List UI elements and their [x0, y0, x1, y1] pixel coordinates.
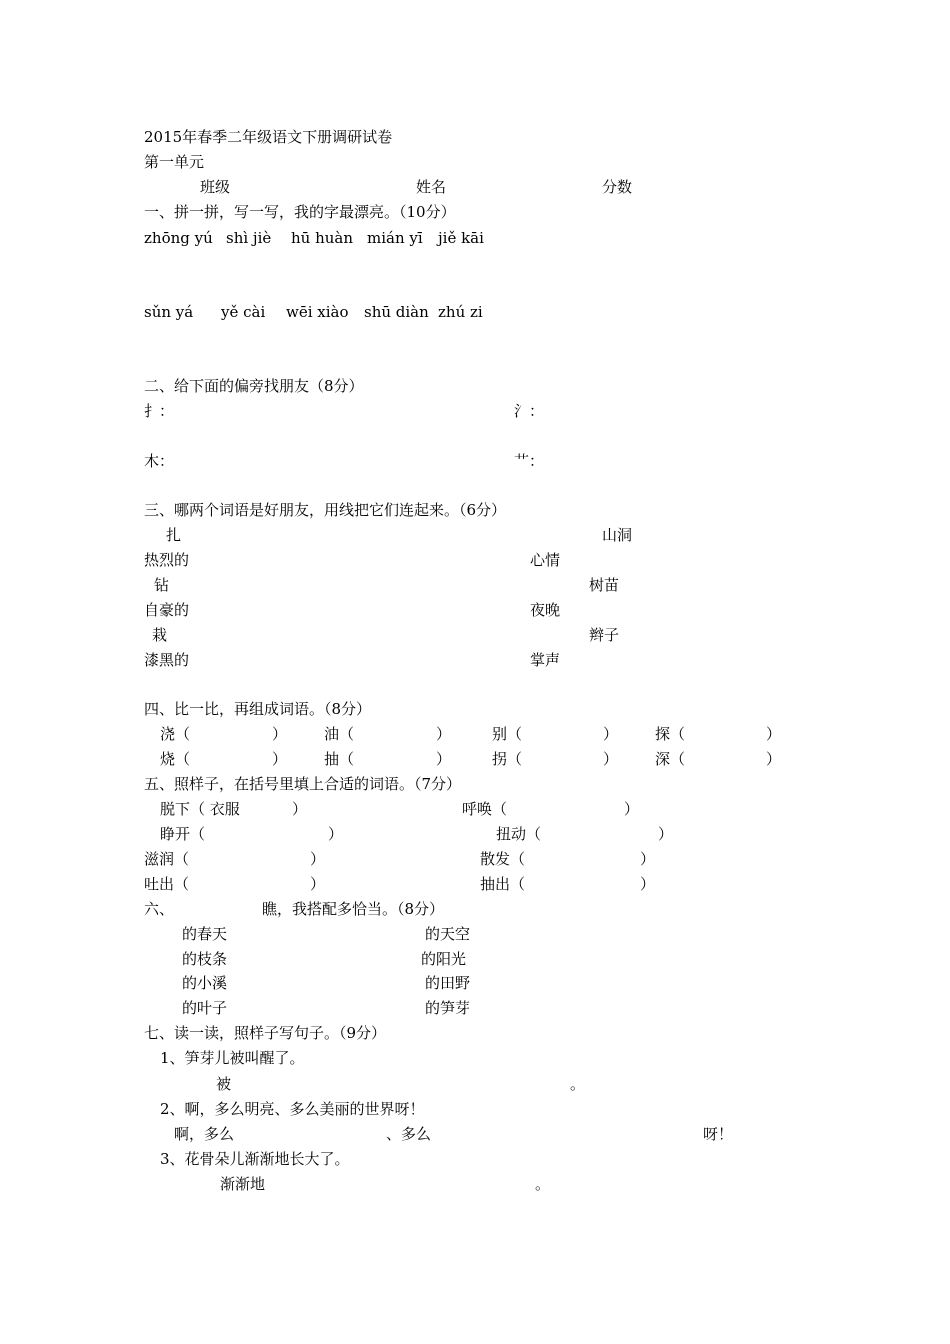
- radical-label: 氵：: [514, 402, 545, 420]
- match-left-word: 栽: [152, 626, 168, 644]
- q4-heading: 四、比一比，再组成词语。（8分）: [144, 700, 372, 718]
- pinyin-item: zhú zi: [438, 303, 483, 321]
- example-sentence: 2、啊，多么明亮、多么美丽的世界呀！: [160, 1100, 425, 1118]
- bracket-close: ）: [272, 725, 288, 743]
- bracket-close: ）: [766, 750, 782, 768]
- match-left-word: 钻: [154, 576, 170, 594]
- pinyin-item: shū diàn: [364, 303, 429, 321]
- bracket-close: ）: [640, 875, 656, 893]
- bracket-close: ）: [603, 750, 619, 768]
- sentence-end: 。: [535, 1175, 551, 1193]
- pinyin-item: sǔn yá: [144, 303, 194, 321]
- fill-item: 扭动（: [496, 825, 542, 843]
- pinyin-item: shì jiè: [226, 229, 272, 247]
- match-left-word: 热烈的: [144, 551, 190, 569]
- q6-heading-number: 六、: [144, 900, 175, 918]
- pair-right-word: 的阳光: [421, 950, 467, 968]
- name-field-label: 姓名: [416, 178, 447, 196]
- bracket-close: ）: [640, 850, 656, 868]
- pair-right-word: 的田野: [425, 974, 471, 992]
- compare-char: 别（: [492, 725, 523, 743]
- q5-heading: 五、照样子，在括号里填上合适的词语。（7分）: [144, 775, 462, 793]
- radical-label: 扌：: [144, 402, 175, 420]
- pinyin-item: wēi xiào: [286, 303, 349, 321]
- q2-heading: 二、给下面的偏旁找朋友（8分）: [144, 377, 364, 395]
- fill-item: 抽出（: [480, 875, 526, 893]
- fill-item: 呼唤（: [462, 800, 508, 818]
- sentence-keyword: 被: [216, 1075, 232, 1093]
- pair-left-word: 的春天: [182, 925, 228, 943]
- q6-heading-text: 瞧，我搭配多恰当。（8分）: [262, 900, 445, 918]
- match-middle-word: 心情: [530, 551, 561, 569]
- match-middle-word: 夜晚: [530, 601, 561, 619]
- compare-char: 浇（: [160, 725, 191, 743]
- pair-left-word: 的叶子: [182, 999, 228, 1017]
- bracket-close: ）: [292, 800, 308, 818]
- compare-char: 深（: [655, 750, 686, 768]
- fill-item: 吐出（: [144, 875, 190, 893]
- q3-heading: 三、哪两个词语是好朋友，用线把它们连起来。（6分）: [144, 501, 507, 519]
- match-right-word: 辫子: [589, 626, 620, 644]
- fill-item: 散发（: [480, 850, 526, 868]
- match-right-word: 山洞: [602, 526, 633, 544]
- match-right-word: 树苗: [589, 576, 620, 594]
- bracket-close: ）: [658, 825, 674, 843]
- pair-left-word: 的小溪: [182, 974, 228, 992]
- radical-label: 木：: [144, 452, 175, 470]
- example-sentence: 1、笋芽儿被叫醒了。: [160, 1049, 305, 1067]
- sentence-end: 呀！: [703, 1125, 734, 1143]
- sentence-end: 。: [570, 1075, 586, 1093]
- pinyin-item: zhōng yú: [144, 229, 213, 247]
- pair-left-word: 的枝条: [182, 950, 228, 968]
- bracket-close: ）: [436, 725, 452, 743]
- bracket-close: ）: [624, 800, 640, 818]
- match-middle-word: 掌声: [530, 651, 561, 669]
- sentence-keyword: 渐渐地: [220, 1175, 266, 1193]
- bracket-close: ）: [766, 725, 782, 743]
- bracket-close: ）: [603, 725, 619, 743]
- match-left-word: 扎: [166, 526, 182, 544]
- bracket-close: ）: [310, 850, 326, 868]
- q1-heading: 一、拼一拼，写一写，我的字最漂亮。（10分）: [144, 203, 456, 221]
- pair-right-word: 的天空: [425, 925, 471, 943]
- fill-item: 脱下（ 衣服: [160, 800, 240, 818]
- pinyin-item: yě cài: [221, 303, 266, 321]
- pinyin-item: hū huàn: [291, 229, 354, 247]
- radical-label: 艹：: [514, 452, 545, 470]
- compare-char: 抽（: [324, 750, 355, 768]
- bracket-close: ）: [272, 750, 288, 768]
- compare-char: 油（: [324, 725, 355, 743]
- q7-heading: 七、读一读，照样子写句子。（9分）: [144, 1024, 387, 1042]
- compare-char: 探（: [655, 725, 686, 743]
- compare-char: 烧（: [160, 750, 191, 768]
- compare-char: 拐（: [492, 750, 523, 768]
- unit-label: 第一单元: [144, 153, 205, 171]
- match-left-word: 自豪的: [144, 601, 190, 619]
- pinyin-item: mián yī: [367, 229, 423, 247]
- fill-item: 滋润（: [144, 850, 190, 868]
- sentence-keyword: 啊，多么: [174, 1125, 235, 1143]
- sentence-keyword: 、多么: [386, 1125, 432, 1143]
- class-field-label: 班级: [200, 178, 231, 196]
- fill-item: 睁开（: [160, 825, 206, 843]
- pair-right-word: 的笋芽: [425, 999, 471, 1017]
- bracket-close: ）: [310, 875, 326, 893]
- bracket-close: ）: [436, 750, 452, 768]
- example-sentence: 3、花骨朵儿渐渐地长大了。: [160, 1150, 350, 1168]
- match-left-word: 漆黑的: [144, 651, 190, 669]
- score-field-label: 分数: [602, 178, 633, 196]
- bracket-close: ）: [328, 825, 344, 843]
- pinyin-item: jiě kāi: [438, 229, 484, 247]
- exam-title: 2015年春季二年级语文下册调研试卷: [144, 128, 393, 146]
